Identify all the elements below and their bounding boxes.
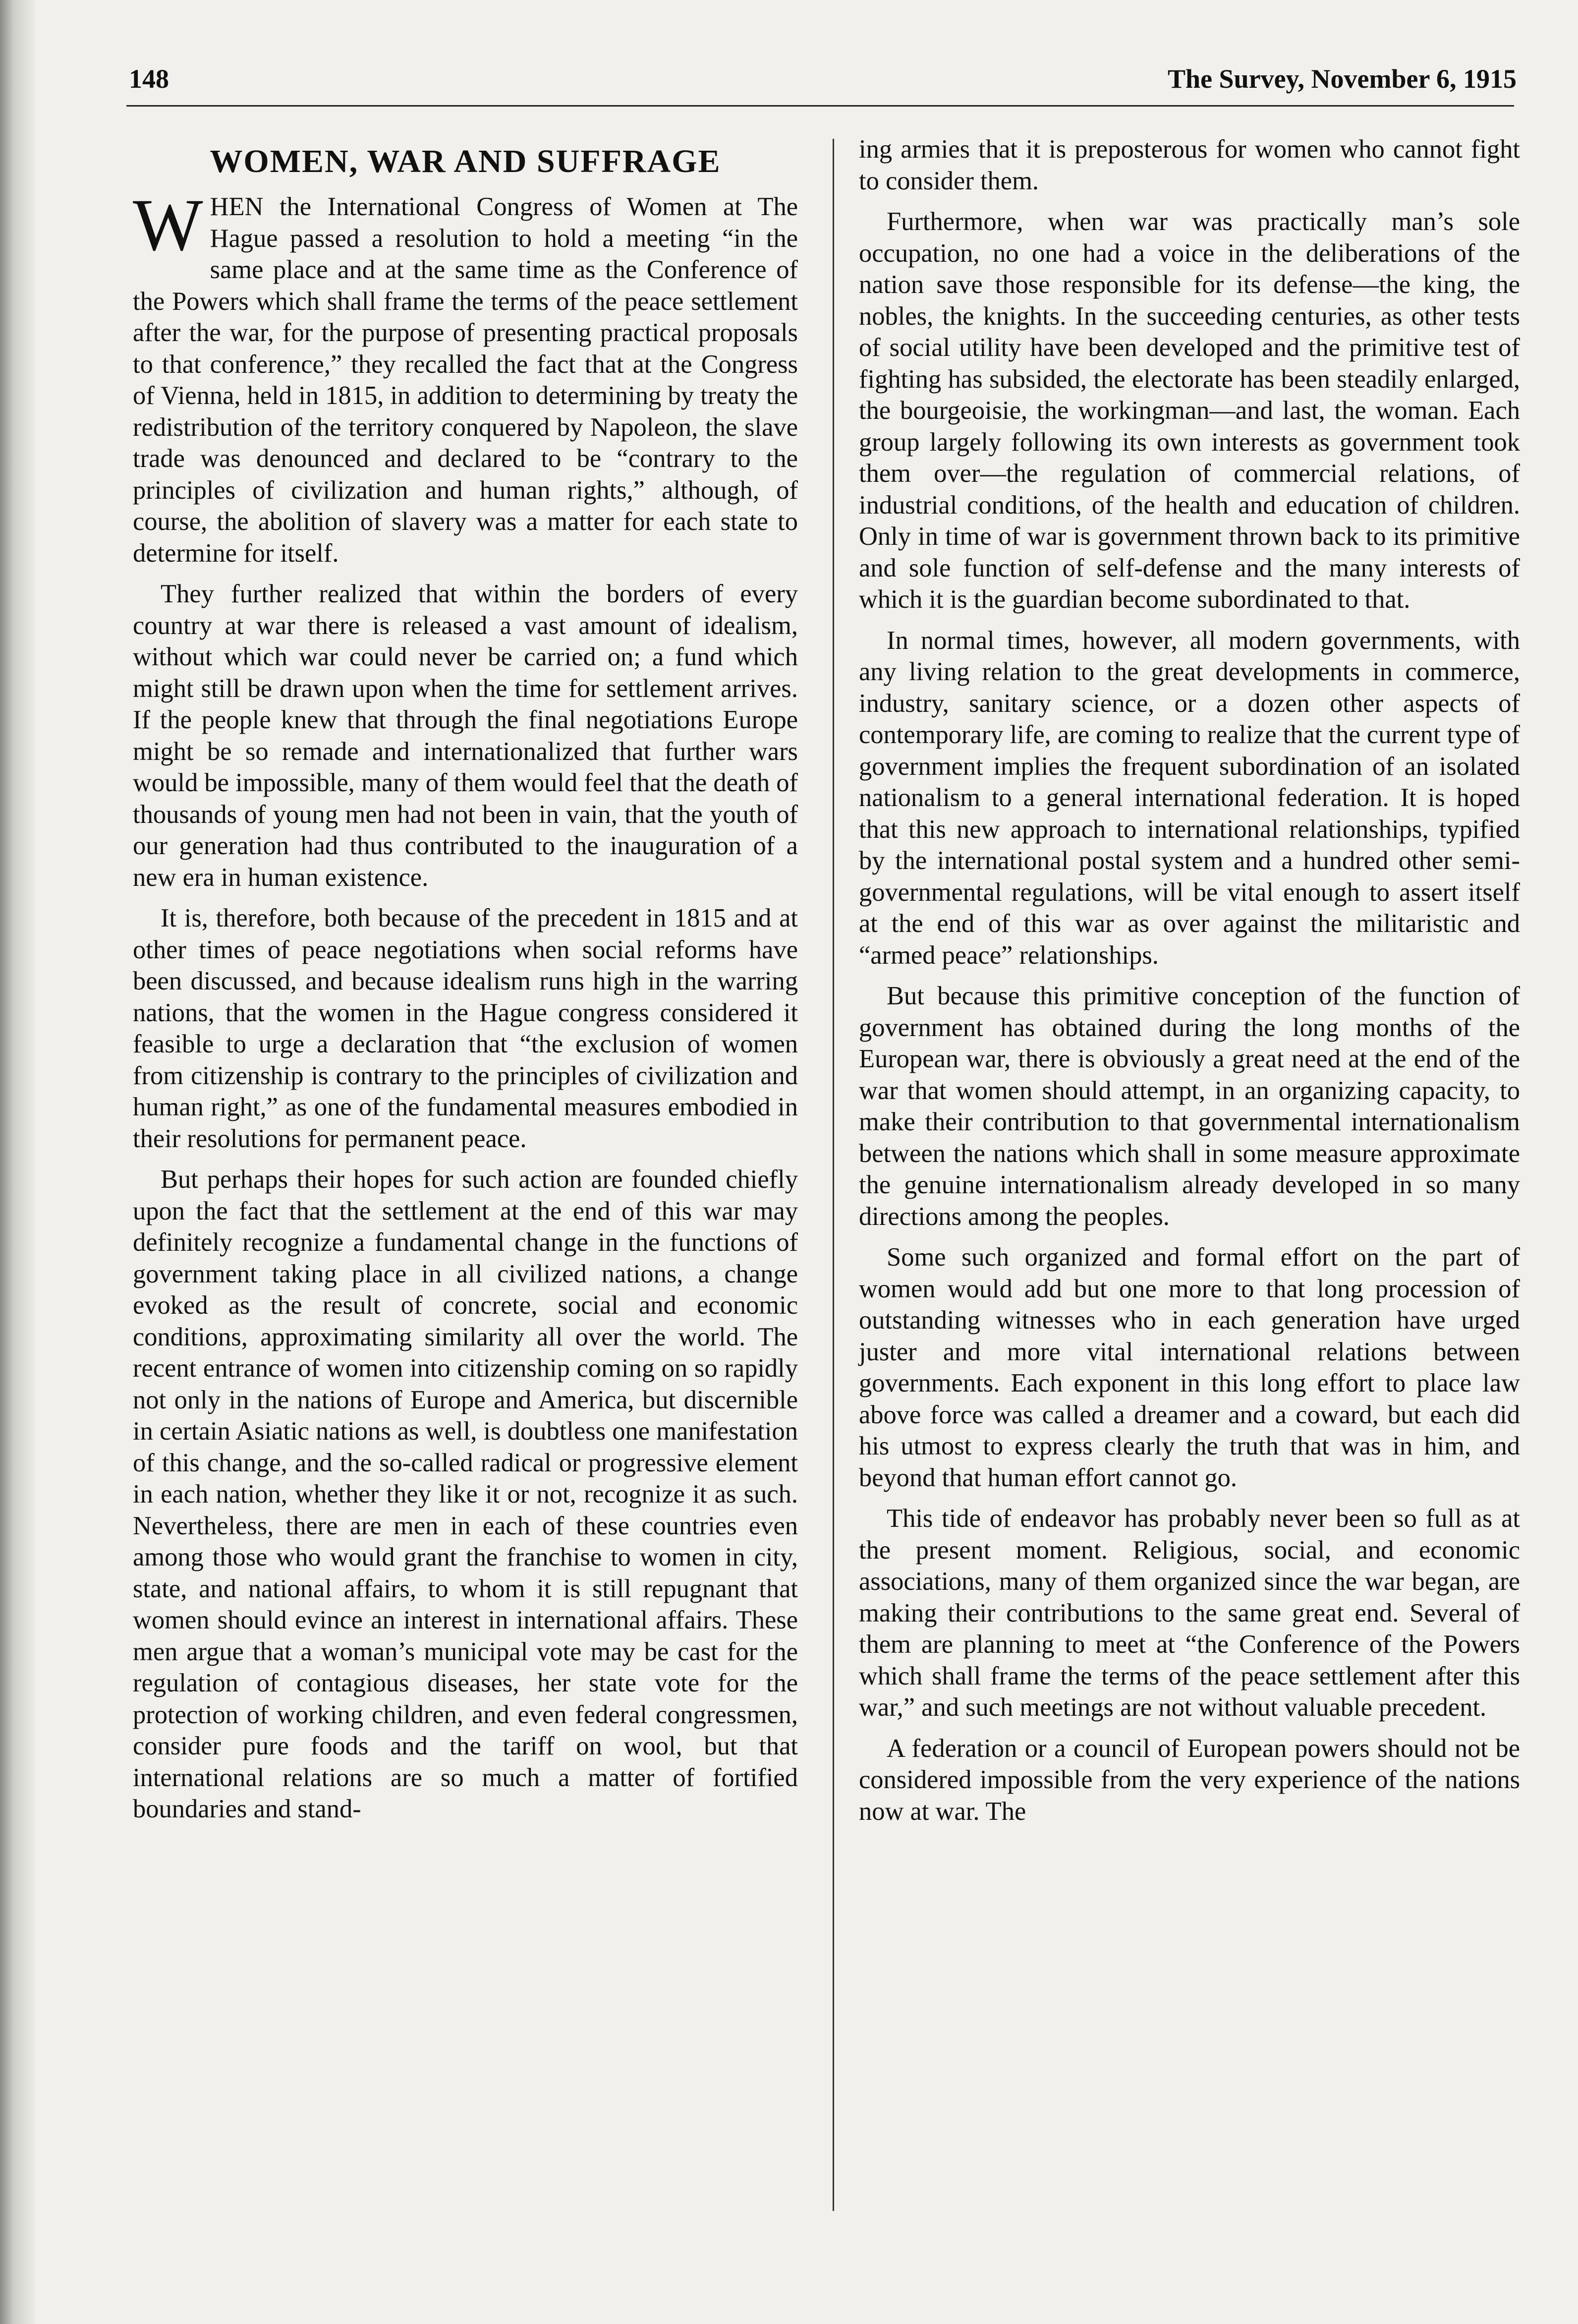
- paragraph-2: They further realized that within the borders of every country at war there is released a vast amount of idealism, without which war could never be carried on; a fund which might still be drawn upon when the time for settlement arrives. If the people knew that through the final negotiations Europe might be so remade and internationalized that further wars would be impossible, many of them would feel that the death of thousands of young men had not been in vain, that the youth of our generation had thus contributed to the inauguration of a new era in human existence.: [133, 580, 798, 892]
- article-title: WOMEN, WAR AND SUFFRAGE: [210, 143, 721, 179]
- paragraph-6: Furthermore, when war was practically man’s sole occupation, no one had a voice in the deliberations of the nation save those responsible for its defense—the king, the nobles, the knights. In the succeeding centuries, as other tests of social utility have been developed and the primitive test of fighting has subsided, the electorate has been steadily enlarged, the bourgeoisie, the workingman—and last, the woman. Each group largely following its own interests as government took them over—the regulation of commercial relations, of industrial conditions, of the health and education of children. Only in time of war is government thrown back to its primitive and sole function of self-defense and the many interests of which it is the guardian become subordinated to that.: [859, 207, 1520, 614]
- column-divider: [833, 139, 834, 2211]
- page-header: [129, 63, 1517, 103]
- paragraph-10: This tide of endeavor has probably never been so full as at the present moment. Religious, social, and economic associations, many of them organized since the war began, are making their contributions to the same great end. Several of them are planning to meet at “the Conference of the Powers which shall frame the terms of the peace settlement after this war,” and such meetings are not without valuable precedent.: [859, 1504, 1520, 1722]
- page-number: 148: [129, 64, 169, 94]
- paragraph-11: A federation or a council of European powers should not be considered impossible from the very experience of the nations now at war. The: [859, 1734, 1520, 1826]
- left-column: [133, 134, 798, 1835]
- header-rule: [126, 105, 1514, 107]
- paragraph-9: Some such organized and formal effort on the part of women would add but one more to that long procession of outstanding witnesses who in each generation have urged juster and more vital international relations between governments. Each exponent in this long effort to place law above force was called a dreamer and a coward, but each did his utmost to express clearly the truth that was in him, and beyond that human effort cannot go.: [859, 1243, 1520, 1492]
- paragraph-1: [133, 184, 798, 569]
- paragraph-3: It is, therefore, both because of the precedent in 1815 and at other times of peace negotiations when social reforms have been discussed, and because idealism runs high in the warring nations, that the women in the Hague congress considered it feasible to urge a declaration that “the exclusion of women from citizenship is contrary to the principles of civilization and human right,” as one of the fundamental measures embodied in their resolutions for permanent peace.: [133, 904, 798, 1153]
- running-head: The Survey, November 6, 1915: [1168, 64, 1517, 94]
- paragraph-7: In normal times, however, all modern governments, with any living relation to the great developments in commerce, industry, sanitary science, or a dozen other aspects of contemporary life, are coming to realize that the current type of government implies the frequent subordination of an isolated nationalism to a general international federation. It is hoped that this new approach to international relationships, typified by the international postal system and a hundred other semi-governmental regulations, will be vital enough to assert itself at the end of this war as over against the militaristic and “armed peace” relationships.: [859, 626, 1520, 970]
- right-column: [859, 134, 1520, 1837]
- paragraph-4: But perhaps their hopes for such action are founded chiefly upon the fact that the settlement at the end of this war may definitely recognize a fundamental change in the functions of government taking place in all civilized nations, a change evoked as the result of concrete, social and economic conditions, approximating similarity all over the world. The recent entrance of women into citizenship coming on so rapidly not only in the nations of Europe and America, but discernible in certain Asiatic nations as well, is doubtless one manifestation of this change, and the so-called radical or progressive element in each nation, whether they like it or not, recognize it as such. Nevertheless, there are men in each of these countries even among those who would grant the franchise to women in city, state, and national affairs, to whom it is still repugnant that women should evince an interest in international affairs. These men argue that a woman’s municipal vote may be cast for the regulation of contagious diseases, her state vote for the protection of working children, and even federal congressmen, consider pure foods and the tariff on wool, but that international relations are so much a matter of fortified boundaries and stand-: [133, 1165, 798, 1823]
- drop-cap: W: [133, 184, 203, 266]
- page-edge-shadow: [0, 0, 35, 2324]
- paragraph-5: ing armies that it is preposterous for women who cannot fight to consider them.: [859, 135, 1520, 195]
- paragraph-1-text: HEN the International Congress of Women at The Hague passed a resolution to hold a meeting “in the same place and at the same time as the Conference of the Powers which shall frame the terms of the peace settlement after the war, for the purpose of presenting practical proposals to that conference,” they recalled the fact that at the Congress of Vienna, held in 1815, in addition to determining by treaty the redistribution of the territory conquered by Napoleon, the slave trade was denounced and declared to be “contrary to the principles of civilization and human rights,” although, of course, the abolition of slavery was a matter for each state to determine for itself.: [133, 192, 798, 568]
- paragraph-8: But because this primitive conception of the function of government has obtained during the long months of the European war, there is obviously a great need at the end of the war that women should attempt, in an organizing capacity, to make their contribution to that governmental internationalism between the nations which shall in some measure approximate the genuine internationalism already developed in so many directions among the peoples.: [859, 982, 1520, 1231]
